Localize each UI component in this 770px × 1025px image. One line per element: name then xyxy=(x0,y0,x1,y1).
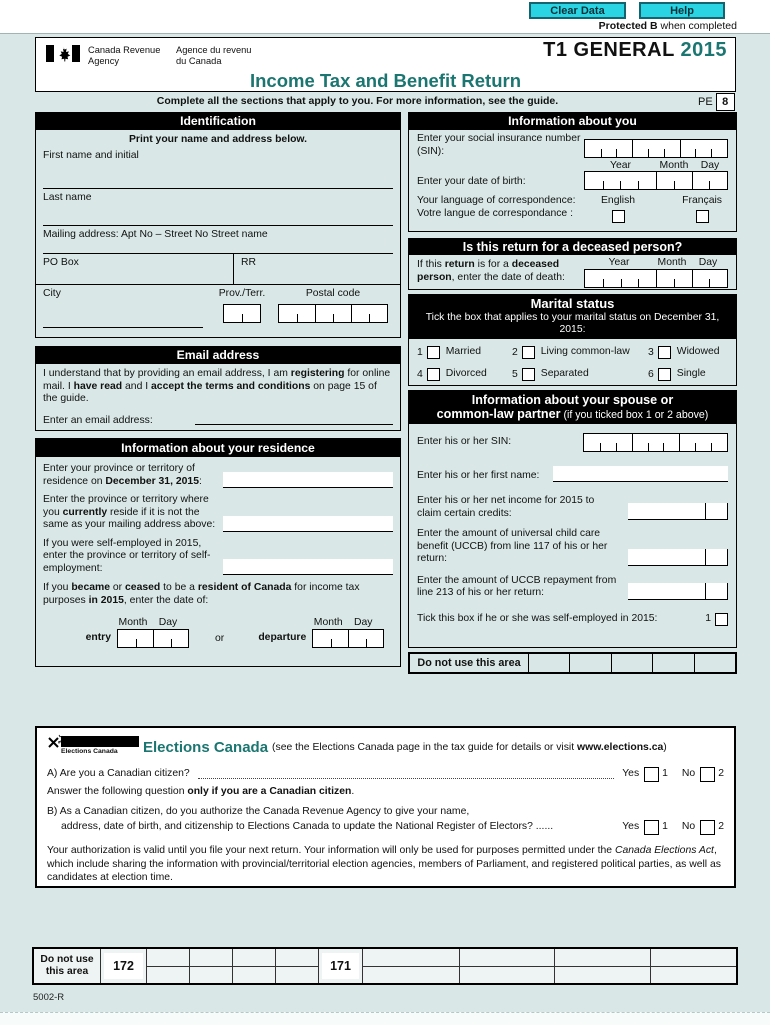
marital-section xyxy=(408,294,737,386)
elections-paragraph: Your authorization is valid until you file your next return. Your information will only be used for purposes permitted under the Canada Elections Act, which include sharing the information with provincial/territorial election agencies, members of Parliament, and registered political parties, as well as candidates at election time. xyxy=(47,845,721,883)
first-name-label: First name and initial xyxy=(43,149,139,161)
page-title: Income Tax and Benefit Return xyxy=(249,70,522,91)
do-not-use-cell xyxy=(528,654,569,672)
bottom-table-cell xyxy=(275,949,318,983)
do-not-use-cell xyxy=(611,654,652,672)
language-label: Your language of correspondence: Votre langue de correspondance : xyxy=(417,195,576,219)
agency-name-english: Canada Revenue Agency xyxy=(88,45,161,66)
citizen-question-label: A) Are you a Canadian citizen? xyxy=(47,768,190,780)
dotted-leader xyxy=(198,778,615,779)
mailing-address-field[interactable] xyxy=(43,226,393,254)
marital-header: Marital status Tick the box that applies to your marital status on December 31, 2015: xyxy=(409,295,736,339)
dob-day-label: Day xyxy=(700,160,720,171)
rr-field[interactable] xyxy=(234,254,400,284)
clear-data-button[interactable]: Clear Data xyxy=(529,2,626,19)
marital-option-single[interactable]: 6 Single xyxy=(648,368,706,380)
first-name-field[interactable] xyxy=(43,147,393,189)
entry-label: entry xyxy=(85,632,111,644)
form-code-title: T1 GENERAL 2015 xyxy=(543,39,727,61)
francais-checkbox[interactable] xyxy=(696,210,709,223)
protected-b-label: Protected B when completed xyxy=(598,20,737,32)
postal-code-input[interactable] xyxy=(278,304,388,323)
or-label: or xyxy=(215,632,225,644)
citizen-note: Answer the following question only if you are a Canadian citizen. xyxy=(47,786,355,797)
po-box-field[interactable] xyxy=(36,254,234,284)
married-checkbox[interactable] xyxy=(427,346,440,359)
dob-month-label: Month xyxy=(659,160,689,171)
agency-name-french: Agence du revenu du Canada xyxy=(176,45,252,66)
elections-title-suffix: (see the Elections Canada page in the tax guide for details or visit www.elections.ca) xyxy=(272,742,667,754)
po-box-label: PO Box xyxy=(43,256,79,268)
bottom-table-label: Do not use this area xyxy=(40,954,94,977)
bottom-table-cell xyxy=(232,949,275,983)
spouse-self-employed-checkbox[interactable] xyxy=(715,613,728,626)
separated-checkbox[interactable] xyxy=(522,368,535,381)
tax-year: 2015 xyxy=(680,39,727,61)
dob-year-label: Year xyxy=(610,160,631,171)
spouse-uccb-input[interactable] xyxy=(628,549,728,566)
francais-label: Français xyxy=(682,195,722,206)
postal-code-label: Postal code xyxy=(305,287,361,299)
bottom-table-cell xyxy=(554,949,650,983)
bottom-table-code-171: 171 xyxy=(318,949,362,983)
instruction-text: Complete all the sections that apply to you. For more information, see the guide. xyxy=(156,95,559,107)
residence-header: Information about your residence xyxy=(36,439,400,457)
authorize-question-line2: address, date of birth, and citizenship to Elections Canada to update the National Register of Electors? ...... xyxy=(61,821,554,833)
residence-q3-input[interactable] xyxy=(223,559,393,575)
province-code xyxy=(698,93,735,111)
authorize-question-line1: B) As a Canadian citizen, do you authorize the Canada Revenue Agency to give your name, xyxy=(47,805,470,817)
residence-q4-label: If you became or ceased to be a resident of Canada for income tax purposes in 2015, enter the date of: xyxy=(43,582,360,606)
province-label: PE xyxy=(698,96,713,108)
common-law-checkbox[interactable] xyxy=(522,346,535,359)
authorize-no-label: No xyxy=(681,821,696,833)
dob-label: Enter your date of birth: xyxy=(417,175,526,187)
citizen-no-label: No xyxy=(681,768,696,780)
residence-q2-label: Enter the province or territory where you currently reside if it is not the same as your mailing address above: xyxy=(43,494,216,530)
dob-input[interactable] xyxy=(584,171,728,190)
marital-subtitle: Tick the box that applies to your marital status on December 31, 2015: xyxy=(425,312,720,335)
about-you-header: Information about you xyxy=(409,113,736,130)
last-name-label: Last name xyxy=(43,191,92,203)
residence-q1-input[interactable] xyxy=(223,472,393,488)
death-date-input[interactable] xyxy=(584,269,728,288)
sin-label: Enter your social insurance number (SIN): xyxy=(417,133,581,157)
departure-date-input[interactable] xyxy=(312,629,384,648)
spouse-section xyxy=(408,390,737,648)
authorize-yes-checkbox[interactable] xyxy=(644,820,659,835)
authorize-no-checkbox[interactable] xyxy=(700,820,715,835)
single-checkbox[interactable] xyxy=(658,368,671,381)
page-bottom-strip xyxy=(0,1012,770,1025)
spouse-uccb-label: Enter the amount of universal child care benefit (UCCB) from line 117 of his or her return: xyxy=(417,528,608,564)
citizen-no-num: 2 xyxy=(718,768,724,780)
help-button[interactable]: Help xyxy=(639,2,725,19)
spouse-first-name-label: Enter his or her first name: xyxy=(417,469,540,481)
deceased-section xyxy=(408,238,737,290)
spouse-net-income-label: Enter his or her net income for 2015 to claim certain credits: xyxy=(417,495,595,519)
province-code-box[interactable]: 8 xyxy=(716,93,735,111)
residence-q3-label: If you were self-employed in 2015, enter the province or territory of self-employment: xyxy=(43,537,211,574)
spouse-self-employed-label: Tick this box if he or she was self-employed in 2015: xyxy=(417,612,658,624)
form-number: 5002-R xyxy=(33,992,65,1003)
city-label: City xyxy=(43,287,61,299)
spouse-uccb-repay-input[interactable] xyxy=(628,583,728,600)
departure-month-label: Month xyxy=(313,617,343,628)
residence-q1-label: Enter your province or territory of residence on December 31, 2015: xyxy=(43,463,202,487)
spouse-sin-label: Enter his or her SIN: xyxy=(417,436,512,448)
city-input-line[interactable] xyxy=(43,327,203,328)
bottom-table-cell xyxy=(189,949,232,983)
bottom-table-cell xyxy=(146,949,189,983)
do-not-use-cell xyxy=(652,654,693,672)
english-label: English xyxy=(601,195,636,206)
last-name-field[interactable] xyxy=(43,189,393,226)
entry-day-label: Day xyxy=(158,617,178,628)
elections-title: Elections Canada xyxy=(143,738,269,756)
mailing-address-label: Mailing address: Apt No – Street No Street name xyxy=(43,228,268,240)
spouse-first-name-input[interactable] xyxy=(553,466,728,482)
canada-flag-icon xyxy=(46,45,80,62)
identification-header: Identification xyxy=(36,113,400,130)
prov-terr-input[interactable] xyxy=(223,304,261,323)
citizen-yes-label: Yes xyxy=(622,768,640,780)
citizen-yes-checkbox[interactable] xyxy=(644,767,659,782)
death-month-label: Month xyxy=(657,257,687,268)
spouse-header: Information about your spouse or common-law partner (if you ticked box 1 or 2 above) xyxy=(409,391,736,424)
marital-option-separated[interactable]: 5 Separated xyxy=(512,368,589,380)
spouse-net-income-input[interactable] xyxy=(628,503,728,520)
city-field[interactable] xyxy=(43,288,211,340)
elections-canada-section xyxy=(35,726,736,888)
bottom-table-cell xyxy=(459,949,554,983)
marital-option-divorced[interactable]: 4 Divorced xyxy=(417,368,487,380)
identification-section xyxy=(35,112,401,338)
residence-q2-input[interactable] xyxy=(223,516,393,532)
citizen-no-checkbox[interactable] xyxy=(700,767,715,782)
email-enter-label: Enter an email address: xyxy=(43,414,153,426)
entry-date-input[interactable] xyxy=(117,629,189,648)
marital-option-widowed[interactable]: 3 Widowed xyxy=(648,346,720,358)
authorize-no-num: 2 xyxy=(718,821,724,833)
spouse-uccb-repay-label: Enter the amount of UCCB repayment from line 213 of his or her return: xyxy=(417,574,617,598)
email-section xyxy=(35,346,401,431)
widowed-checkbox[interactable] xyxy=(658,346,671,359)
form-header xyxy=(35,37,736,92)
residence-section xyxy=(35,438,401,667)
elections-canada-logo: Elections Canada xyxy=(47,734,143,760)
death-day-label: Day xyxy=(698,257,718,268)
death-year-label: Year xyxy=(608,257,630,268)
citizen-yes-num: 1 xyxy=(662,768,668,780)
authorize-yes-num: 1 xyxy=(662,821,668,833)
email-header: Email address xyxy=(36,347,400,364)
email-consent-text: I understand that by providing an email address, I am registering for online mail. I have read and I accept the terms and conditions on page 15 of the guide. xyxy=(43,368,391,404)
do-not-use-label: Do not use this area xyxy=(417,657,521,669)
deceased-header: Is this return for a deceased person? xyxy=(409,239,736,255)
do-not-use-cell xyxy=(569,654,610,672)
entry-month-label: Month xyxy=(118,617,148,628)
authorize-yes-label: Yes xyxy=(622,821,640,833)
marital-option-common-law[interactable]: 2 Living common-law xyxy=(512,346,630,358)
bottom-table-cell xyxy=(362,949,459,983)
bottom-table-code-172: 172 xyxy=(100,949,146,983)
about-you-section xyxy=(408,112,737,232)
prov-terr-label: Prov./Terr. xyxy=(218,287,266,299)
sin-input[interactable] xyxy=(584,139,728,158)
english-checkbox[interactable] xyxy=(612,210,625,223)
rr-label: RR xyxy=(241,256,257,268)
spouse-sin-input[interactable] xyxy=(583,433,728,452)
do-not-use-cell xyxy=(694,654,735,672)
spouse-self-employed-num: 1 xyxy=(705,612,711,624)
departure-day-label: Day xyxy=(354,617,373,628)
do-not-use-area xyxy=(408,652,737,674)
bottom-do-not-use-table xyxy=(32,947,738,985)
bottom-table-cell xyxy=(650,949,736,983)
departure-label: departure xyxy=(258,632,307,644)
identification-subtitle: Print your name and address below. xyxy=(128,134,308,145)
email-input-line[interactable] xyxy=(195,415,393,426)
marital-option-married[interactable]: 1 Married xyxy=(417,346,482,358)
deceased-label: If this return is for a deceased person, enter the date of death: xyxy=(417,259,565,283)
divorced-checkbox[interactable] xyxy=(427,368,440,381)
